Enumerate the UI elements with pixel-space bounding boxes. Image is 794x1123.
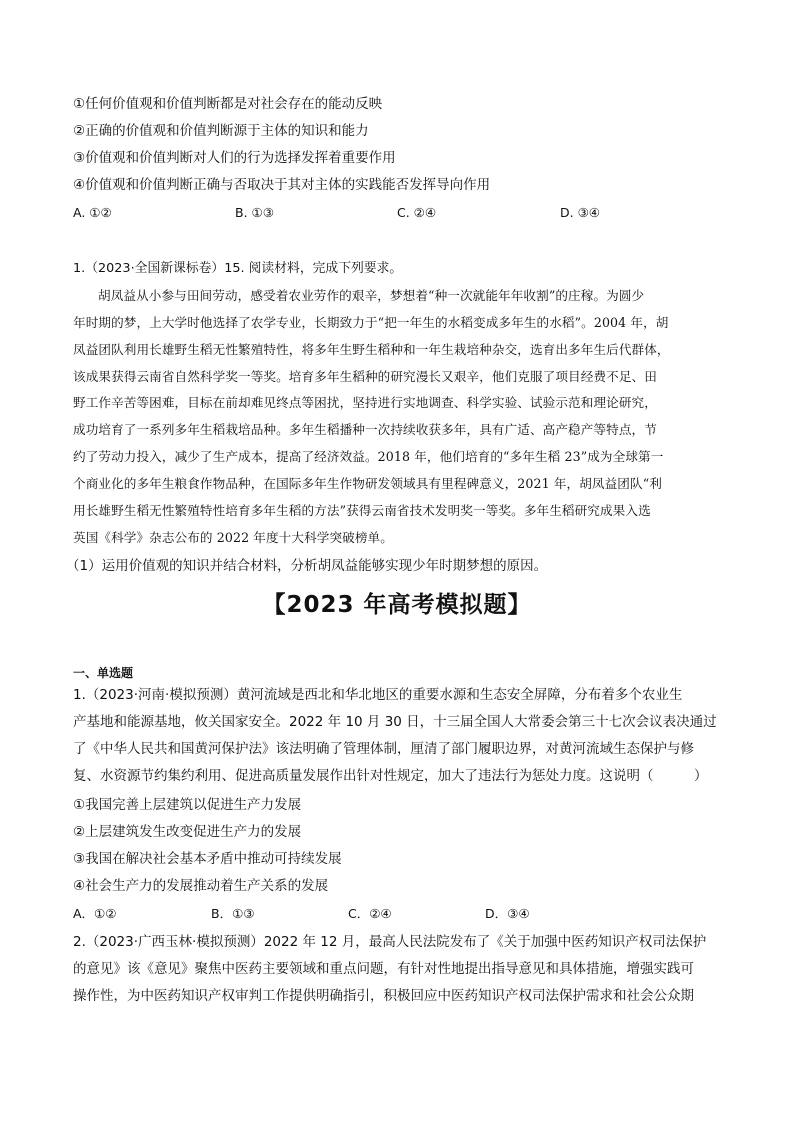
statement-1: ①任何价值观和价值判断都是对社会存在的能动反映 xyxy=(73,96,383,112)
material-line: 该成果获得云南省自然科学奖一等奖。培育多年生稻种的研究漫长又艰辛，他们克服了项目经费不足、田 xyxy=(73,369,657,384)
option-d: D．③④ xyxy=(485,906,530,921)
material-line: 野工作辛苦等困难，目标在前却难见终点等困扰，坚持进行实地调查、科学实验、试验示范和理论研究， xyxy=(73,395,657,410)
option-c: C. ②④ xyxy=(397,205,437,220)
material-line: 用长雄野生稻无性繁殖特性培育多年生稻的方法”获得云南省技术发明奖一等奖。多年生稻研究成果入选 xyxy=(73,503,651,518)
option-a: A. ①② xyxy=(73,205,112,220)
q1-line: 了《中华人民共和国黄河保护法》该法明确了管理体制，厘清了部门履职边界，对黄河流域生态保护与修 xyxy=(73,741,694,757)
option-a: A．①② xyxy=(73,906,117,921)
option-b: B. ①③ xyxy=(235,205,274,220)
q1-statement-1: ①我国完善上层建筑以促进生产力发展 xyxy=(73,797,302,813)
q2-line: 的意见》该《意见》聚焦中医药主要领域和重点问题，有针对性地提出指导意见和具体措施，增强实践可 xyxy=(73,961,694,977)
statement-4: ④价值观和价值判断正确与否取决于其对主体的实践能否发挥导向作用 xyxy=(73,177,491,193)
question-header: 1.（2023·全国新课标卷）15. 阅读材料，完成下列要求。 xyxy=(73,261,403,276)
q1-line: 产基地和能源基地，攸关国家安全。2022 年 10 月 30 日，十三届全国人大常委会第三十七次会议表决通过 xyxy=(73,714,717,730)
material-line: 凤益团队利用长雄野生稻无性繁殖特性，将多年生野生稻种和一年生栽培种杂交，选育出多年生后代群体， xyxy=(73,342,670,357)
section-title: 【2023 年高考模拟题】 xyxy=(262,592,532,618)
q1-statement-3: ③我国在解决社会基本矛盾中推动可持续发展 xyxy=(73,851,342,867)
q1-statement-2: ②上层建筑发生改变促进生产力的发展 xyxy=(73,824,302,840)
statement-3: ③价值观和价值判断对人们的行为选择发挥着重要作用 xyxy=(73,150,396,166)
option-b: B．①③ xyxy=(211,906,255,921)
option-c: C．②④ xyxy=(348,906,392,921)
sub-question: （1）运用价值观的知识并结合材料，分析胡凤益能够实现少年时期梦想的原因。 xyxy=(66,558,548,574)
material-line: 胡凤益从小参与田间劳动，感受着农业劳作的艰辛，梦想着“种一次就能年年收割”的庄稼。为圆少 xyxy=(98,288,645,303)
q2-line: 操作性，为中医药知识产权审判工作提供明确指引，积极回应中医药知识产权司法保护需求和社会公众期 xyxy=(73,988,694,1004)
section-label: 一、单选题 xyxy=(73,666,134,680)
material-line: 年时期的梦，上大学时他选择了农学专业，长期致力于“把一年生的水稻变成多年生的水稻”。2004 年，胡 xyxy=(73,315,669,330)
material-line: 个商业化的多年生粮食作物品种，在国际多年生作物研发领域具有里程碑意义，2021 年，胡凤益团队“利 xyxy=(73,476,662,491)
material-line: 约了劳动力投入，减少了生产成本，提高了经济效益。2018 年，他们培育的“多年生稻 23”成为全球第一 xyxy=(73,449,664,464)
material-line: 英国《科学》杂志公布的 2022 年度十大科学突破榜单。 xyxy=(73,530,393,545)
statement-2: ②正确的价值观和价值判断源于主体的知识和能力 xyxy=(73,123,369,139)
material-line: 成功培育了一系列多年生稻栽培品种。多年生稻播种一次持续收获多年，具有广适、高产稳产等特点，节 xyxy=(73,422,657,437)
q2-line: 2.（2023·广西玉林·模拟预测）2022 年 12 月，最高人民法院发布了《关于加强中医药知识产权司法保护 xyxy=(73,934,707,950)
q1-statement-4: ④社会生产力的发展推动着生产关系的发展 xyxy=(73,878,329,894)
option-d: D. ③④ xyxy=(560,205,600,220)
q1-line: 复、水资源节约集约利用、促进高质量发展作出针对性规定，加大了违法行为惩处力度。这说明（ ） xyxy=(73,768,708,784)
q1-line: 1.（2023·河南·模拟预测）黄河流域是西北和华北地区的重要水源和生态安全屏障，分布着多个农业生 xyxy=(73,687,683,703)
